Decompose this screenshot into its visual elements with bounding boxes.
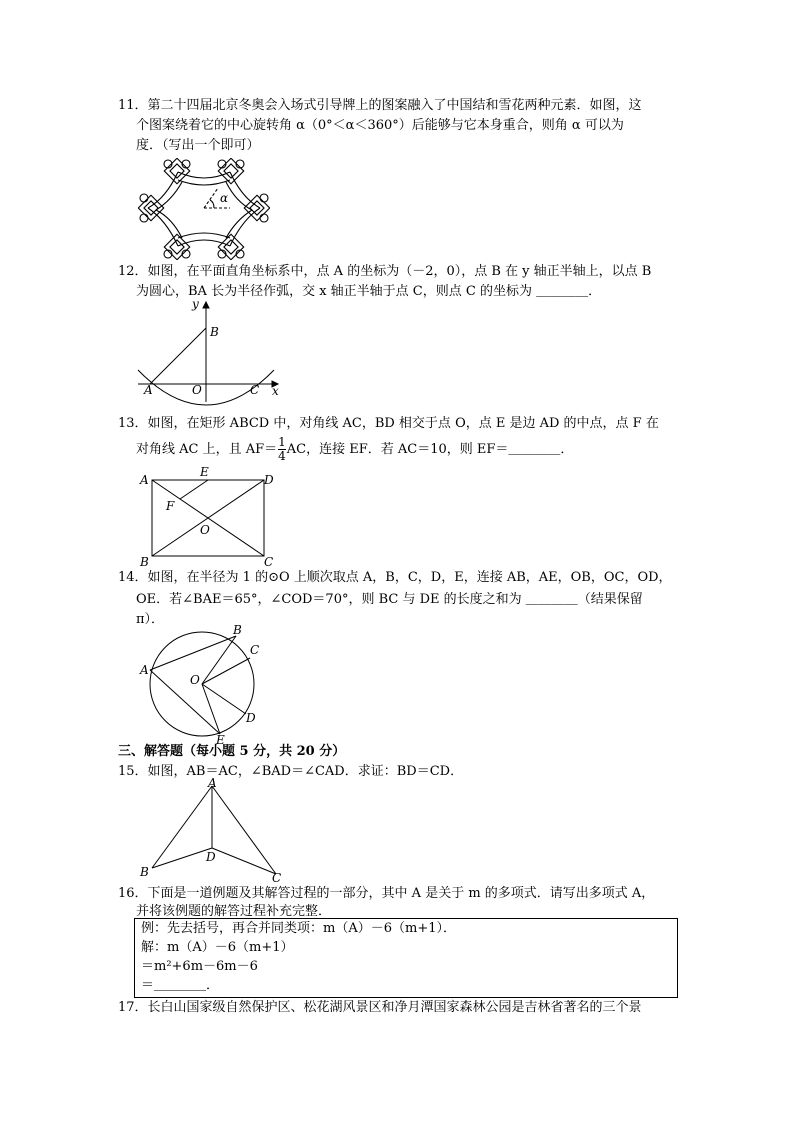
q13-label-c: C	[264, 555, 274, 569]
q14-label-a: A	[140, 663, 149, 677]
q12-label-b: B	[210, 325, 219, 339]
q14-label-o: O	[190, 673, 200, 687]
q13-frac-num: 1	[278, 435, 286, 449]
section-heading: 三、解答题（每小题 5 分，共 20 分）	[118, 744, 346, 759]
q16-box-line3: ＝m²+6m－6m－6	[141, 959, 258, 974]
q15-label-c: C	[272, 871, 282, 882]
q14-circle-figure	[136, 622, 266, 746]
q12-label-y: y	[192, 298, 199, 311]
q11-line3: 度．（写出一个即可）	[136, 138, 260, 153]
q14-line3: π）．	[136, 612, 165, 627]
q11-line2: 个图案绕着它的中心旋转角 α（0°＜α＜360°）后能够与它本身重合，则角 α 可以为	[136, 118, 624, 133]
q12-line1: 12．如图，在平面直角坐标系中，点 A 的坐标为（－2，0），点 B 在 y 轴正半轴上，以点 B	[118, 264, 652, 279]
q13-line2-pre: 对角线 AC 上，且 AF＝	[136, 442, 278, 457]
q13-fraction	[278, 436, 286, 463]
knot-cluster	[164, 158, 190, 183]
q11-knot-snowflake-figure	[138, 158, 270, 260]
q13-line2-post: AC，连接 EF．若 AC＝10，则 EF＝＿＿＿＿．	[286, 442, 574, 457]
q16-line2: 并将该例题的解答过程补充完整．	[136, 904, 332, 919]
q16-line1: 16．下面是一道例题及其解答过程的一部分，其中 A 是关于 m 的多项式．请写出多项式 A，	[118, 886, 655, 901]
q16-box-line1: 例：先去括号，再合并同类项：m（A）－6（m+1）．	[141, 921, 456, 936]
q12-label-c: C	[250, 383, 260, 397]
q14-label-c: C	[250, 643, 260, 657]
q15-label-b: B	[140, 865, 149, 879]
q16-box-line2: 解：m（A）－6（m+1）	[141, 940, 294, 955]
q15-label-d: D	[206, 850, 216, 864]
q12-label-o: O	[192, 383, 202, 397]
q17-line1: 17．长白山国家级自然保护区、松花湖风景区和净月潭国家森林公园是吉林省著名的三个景	[118, 1000, 642, 1015]
q13-label-a: A	[140, 473, 149, 487]
q11-line1: 11．第二十四届北京冬奥会入场式引导牌上的图案融入了中国结和雪花两种元素．如图，这	[118, 98, 642, 113]
q13-label-d: D	[264, 473, 274, 487]
q16-box-line4: ＝＿＿＿＿．	[141, 978, 220, 993]
q14-label-d: D	[246, 711, 256, 725]
q16-solution-box	[134, 918, 678, 998]
q12-label-x: x	[272, 384, 279, 398]
q12-coordinate-figure	[134, 298, 284, 408]
q11-alpha-label: α	[220, 191, 229, 205]
q13-line1: 13．如图，在矩形 ABCD 中，对角线 AC，BD 相交于点 O，点 E 是边 AD 的中点，点 F 在	[118, 416, 659, 431]
q13-label-o: O	[200, 523, 210, 537]
q13-rectangle-figure	[136, 466, 282, 570]
q13-label-b: B	[140, 555, 149, 569]
q14-line2: OE．若∠BAE＝65°，∠COD＝70°，则 BC 与 DE 的长度之和为 ＿＿＿＿（结果保留	[136, 592, 643, 607]
q14-label-b: B	[233, 623, 242, 637]
q14-line1: 14．如图，在半径为 1 的⊙O 上顺次取点 A，B，C，D，E，连接 AB，AE，OB，OC，OD，	[118, 570, 672, 585]
q13-line2	[136, 436, 696, 463]
q13-frac-den: 4	[278, 449, 286, 463]
q14-label-e: E	[216, 733, 225, 746]
q12-label-a: A	[144, 383, 153, 397]
q15-label-a: A	[208, 778, 217, 790]
q12-line2: 为圆心，BA 长为半径作弧，交 x 轴正半轴于点 C，则点 C 的坐标为 ＿＿＿＿．	[136, 284, 602, 299]
q13-label-f: F	[166, 499, 175, 513]
q15-triangle-figure	[136, 778, 286, 882]
q15-line1: 15．如图，AB＝AC，∠BAD＝∠CAD．求证：BD＝CD．	[118, 764, 464, 779]
q13-label-e: E	[200, 466, 209, 479]
